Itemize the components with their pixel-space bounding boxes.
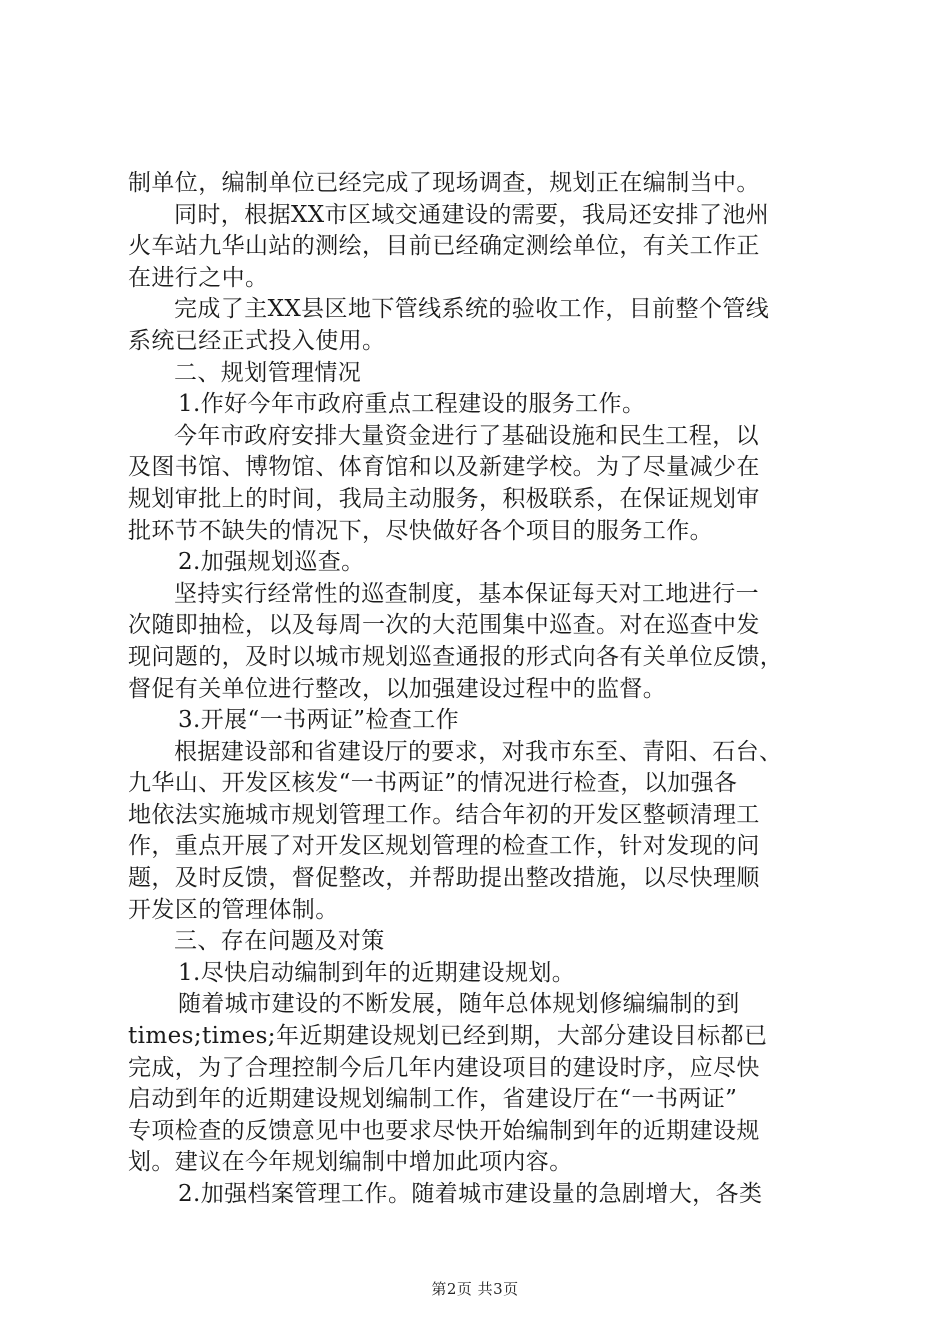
text-line: 九华山、开发区核发“一书两证”的情况进行检查，以加强各	[128, 770, 738, 797]
text-line: 规划审批上的时间，我局主动服务，积极联系，在保证规划审	[128, 485, 760, 512]
text-line: 制单位，编制单位已经完成了现场调查，规划正在编制当中。	[128, 170, 760, 196]
text-line: 次随即抽检，以及每周一次的大范围集中巡查。对在巡查中发	[128, 612, 760, 639]
page-footer: 第2页 共3页	[431, 1280, 519, 1298]
text-line: 根据建设部和省建设厅的要求，对我市东至、青阳、石台、	[174, 738, 783, 765]
text-line: 地依法实施城市规划管理工作。结合年初的开发区整顿清理工	[128, 801, 760, 828]
text-line: 系统已经正式投入使用。	[128, 327, 386, 354]
text-line: 2.加强规划巡查。	[178, 549, 365, 576]
text-line: 督促有关单位进行整改，以加强建设过程中的监督。	[128, 675, 667, 702]
text-line: 1.作好今年市政府重点工程建设的服务工作。	[178, 391, 646, 418]
text-line: 开发区的管理体制。	[128, 896, 339, 923]
text-line: 火车站九华山站的测绘，目前已经确定测绘单位，有关工作正	[128, 233, 760, 260]
text-line: 今年市政府安排大量资金进行了基础设施和民生工程，以	[174, 422, 759, 449]
text-line: 3.开展“一书两证”检查工作	[178, 707, 460, 734]
text-line: 划。建议在今年规划编制中增加此项内容。	[128, 1149, 573, 1176]
text-line: 作，重点开展了对开发区规划管理的检查工作，针对发现的问	[128, 833, 760, 860]
text-line: 二、规划管理情况	[174, 359, 362, 386]
text-line: 及图书馆、博物馆、体育馆和以及新建学校。为了尽量减少在	[128, 454, 760, 481]
document-body	[128, 168, 828, 1211]
text-line: 题，及时反馈，督促整改，并帮助提出整改措施，以尽快理顺	[128, 865, 760, 892]
text-line: times;times;年近期建设规划已经到期，大部分建设目标都已	[128, 1023, 768, 1050]
text-line: 三、存在问题及对策	[174, 928, 385, 955]
text-line: 完成，为了合理控制今后几年内建设项目的建设时序，应尽快	[128, 1054, 760, 1081]
text-line: 现问题的，及时以城市规划巡查通报的形式向各有关单位反馈，	[128, 643, 784, 670]
text-line: 同时，根据XX市区域交通建设的需要，我局还安排了池州	[174, 201, 770, 228]
text-line: 在进行之中。	[128, 264, 269, 291]
text-line: 启动到年的近期建设规划编制工作，省建设厅在“一书两证”	[128, 1086, 738, 1113]
text-line: 随着城市建设的不断发展，随年总体规划修编编制的到	[178, 991, 740, 1018]
text-line: 1.尽快启动编制到年的近期建设规划。	[178, 959, 576, 986]
text-line: 完成了主XX县区地下管线系统的验收工作，目前整个管线	[174, 296, 770, 323]
text-line: 专项检查的反馈意见中也要求尽快开始编制到年的近期建设规	[128, 1117, 760, 1144]
text-line: 坚持实行经常性的巡查制度，基本保证每天对工地进行一	[174, 580, 759, 607]
text-line: 2.加强档案管理工作。随着城市建设量的急剧增大，各类	[178, 1181, 763, 1207]
text-line: 批环节不缺失的情况下，尽快做好各个项目的服务工作。	[128, 517, 713, 544]
